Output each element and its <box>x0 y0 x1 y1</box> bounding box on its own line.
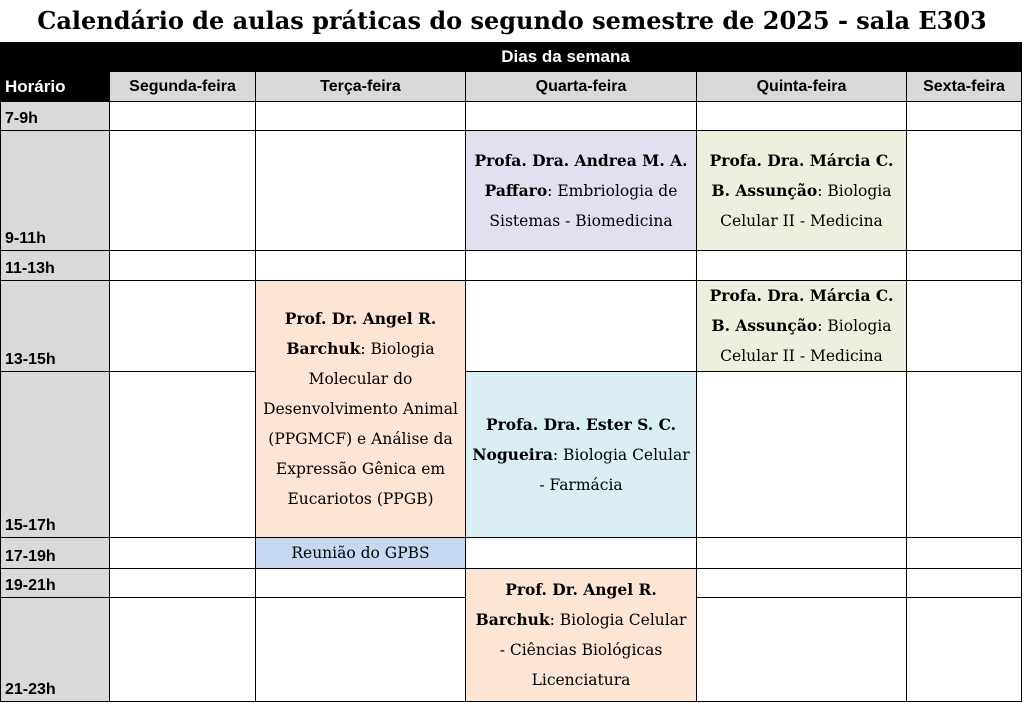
day-header-quinta: Quinta-feira <box>697 72 907 102</box>
professor-name: Prof. Dr. Angel R. Barchuk <box>475 580 657 629</box>
empty-cell <box>907 569 1022 598</box>
professor-name: Profa. Dra. Ester S. C. Nogueira <box>472 414 677 464</box>
empty-cell <box>466 251 697 281</box>
class-description: : Biologia Celular II - Medicina <box>720 317 892 365</box>
class-cell <box>256 281 466 538</box>
empty-cell <box>256 251 466 281</box>
class-cell <box>697 131 907 251</box>
time-slot: 9-11h <box>1 131 110 251</box>
day-header-terca: Terça-feira <box>256 72 466 102</box>
empty-cell <box>697 598 907 702</box>
empty-cell <box>256 598 466 702</box>
empty-cell <box>110 281 256 372</box>
empty-cell <box>110 598 256 702</box>
empty-cell <box>466 102 697 131</box>
empty-cell <box>110 251 256 281</box>
schedule-table <box>0 42 1022 702</box>
empty-cell <box>697 102 907 131</box>
empty-cell <box>110 538 256 569</box>
time-slot: 21-23h <box>1 598 110 702</box>
empty-cell <box>907 102 1022 131</box>
empty-cell <box>907 251 1022 281</box>
class-description: : Biologia Celular II - Medicina <box>720 181 892 230</box>
time-slot: 7-9h <box>1 102 110 131</box>
days-header: Dias da semana <box>110 43 1022 72</box>
empty-cell <box>110 569 256 598</box>
empty-cell <box>907 372 1022 538</box>
empty-cell <box>907 131 1022 251</box>
empty-cell <box>256 131 466 251</box>
empty-cell <box>907 281 1022 372</box>
empty-cell <box>466 538 697 569</box>
professor-name: Prof. Dr. Angel R. Barchuk <box>284 309 437 358</box>
empty-cell <box>110 102 256 131</box>
time-slot: 13-15h <box>1 281 110 372</box>
empty-cell <box>697 251 907 281</box>
class-cell <box>466 372 697 538</box>
time-slot: 19-21h <box>1 569 110 598</box>
class-description: : Biologia Celular - Farmácia <box>539 445 690 494</box>
empty-cell <box>697 569 907 598</box>
empty-cell <box>256 102 466 131</box>
empty-cell <box>466 281 697 372</box>
empty-cell <box>697 538 907 569</box>
professor-name: Profa. Dra. Márcia C. B. Assunção <box>709 286 894 335</box>
professor-name: Profa. Dra. Márcia C. B. Assunção <box>709 150 894 200</box>
empty-cell <box>110 372 256 538</box>
class-cell <box>466 569 697 702</box>
page-title: Calendário de aulas práticas do segundo semestre de 2025 - sala E303 <box>37 6 987 35</box>
empty-cell <box>697 372 907 538</box>
empty-cell <box>907 538 1022 569</box>
day-header-sexta: Sexta-feira <box>907 72 1022 102</box>
class-cell <box>697 281 907 372</box>
day-header-quarta: Quarta-feira <box>466 72 697 102</box>
class-description: : Biologia Celular - Ciências Biológicas Licenciatura <box>499 611 687 689</box>
empty-cell <box>256 569 466 598</box>
professor-name: Profa. Dra. Andrea M. A. Paffaro <box>474 150 688 200</box>
day-header-segunda: Segunda-feira <box>110 72 256 102</box>
class-description: : Biologia Molecular do Desenvolvimento Animal (PPGMCF) e Análise da Expressão Gênica em Eucariotos (PPGB) <box>263 340 458 508</box>
class-cell <box>466 131 697 251</box>
empty-cell <box>110 131 256 251</box>
horario-header: Horário <box>1 43 110 102</box>
class-description: : Embriologia de Sistemas - Biomedicina <box>489 181 678 230</box>
time-slot: 17-19h <box>1 538 110 569</box>
meeting-cell: Reunião do GPBS <box>256 538 466 569</box>
empty-cell <box>907 598 1022 702</box>
time-slot: 11-13h <box>1 251 110 281</box>
time-slot: 15-17h <box>1 372 110 538</box>
